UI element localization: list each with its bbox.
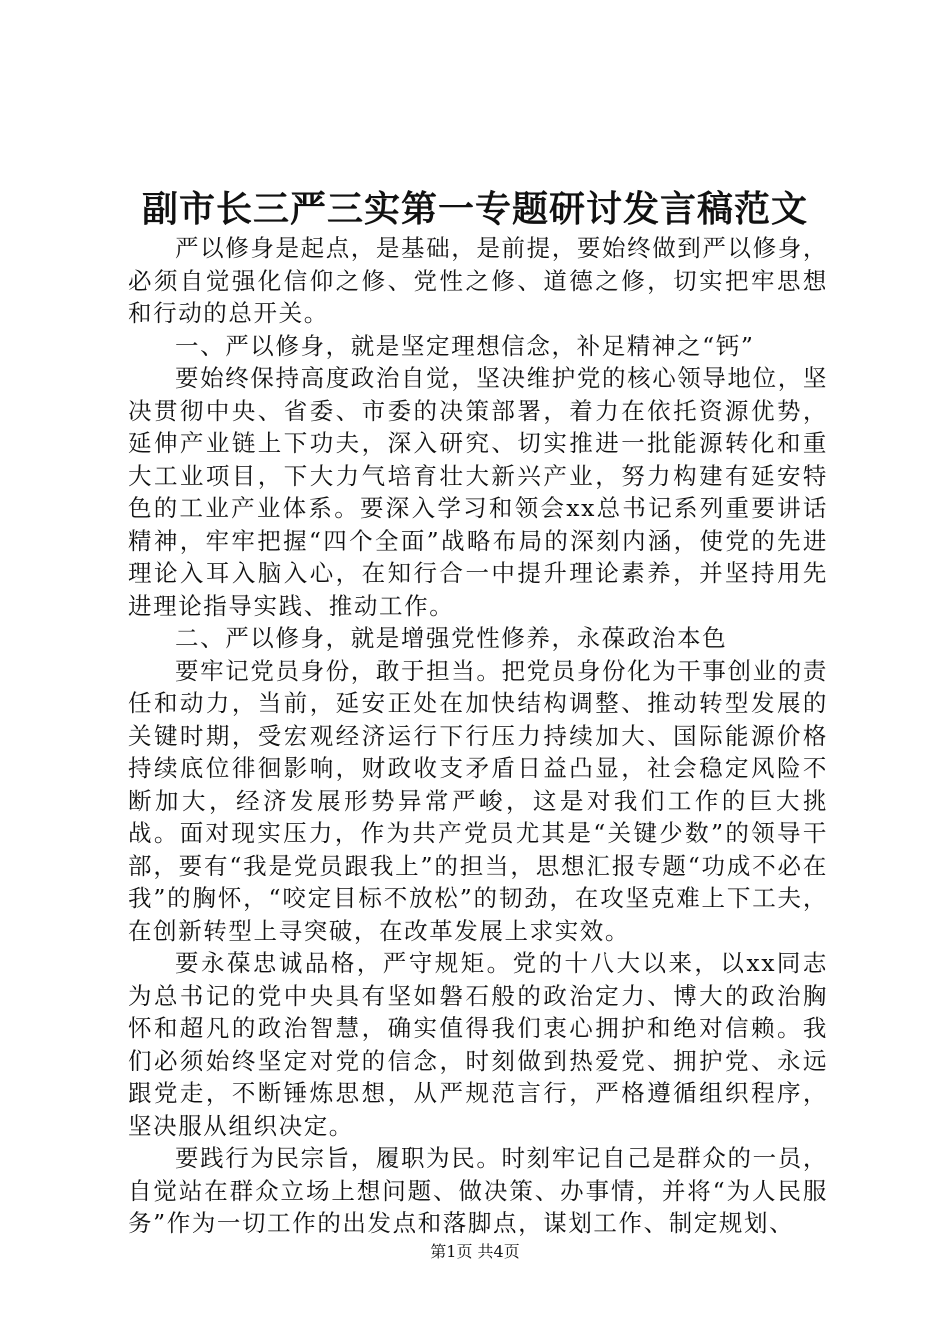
document-body xyxy=(128,232,828,1240)
document-title: 副市长三严三实第一专题研讨发言稿范文 xyxy=(141,188,808,230)
paragraph-loyalty: 要永葆忠诚品格，严守规矩。党的十八大以来，以xx同志为总书记的党中央具有坚如磐石般的政治定力、博大的政治胸怀和超凡的政治智慧，确实值得我们衷心拥护和绝对信赖。我们必须始终坚定对党的信念，时刻做到热爱党、拥护党、永远跟党走，不断锤炼思想，从严规范言行，严格遵循组织程序，坚决服从组织决定。 xyxy=(128,949,828,1140)
paragraph-section-1: 要始终保持高度政治自觉，坚决维护党的核心领导地位，坚决贯彻中央、省委、市委的决策部署，着力在依托资源优势，延伸产业链上下功夫，深入研究、切实推进一批能源转化和重大工业项目，下大力气培育壮大新兴产业，努力构建有延安特色的工业产业体系。要深入学习和领会xx总书记系列重要讲话精神，牢牢把握“四个全面”战略布局的深刻内涵，使党的先进理论入耳入脑入心，在知行合一中提升理论素养，并坚持用先进理论指导实践、推动工作。 xyxy=(128,364,828,620)
paragraph-party-identity: 要牢记党员身份，敢于担当。把党员身份化为干事创业的责任和动力，当前，延安正处在加快结构调整、推动转型发展的关键时期，受宏观经济运行下行压力持续加大、国际能源价格持续底位徘徊影响，财政收支矛盾日益凸显，社会稳定风险不断加大，经济发展形势异常严峻，这是对我们工作的巨大挑战。面对现实压力，作为共产党员尤其是“关键少数”的领导干部，要有“我是党员跟我上”的担当，思想汇报专题“功成不必在我”的胸怀，“咬定目标不放松”的韧劲，在攻坚克难上下工夫，在创新转型上寻突破，在改革发展上求实效。 xyxy=(128,656,828,945)
paragraph-serve-people: 要践行为民宗旨，履职为民。时刻牢记自己是群众的一员，自觉站在群众立场上想问题、做决策、办事情，并将“为人民服务”作为一切工作的出发点和落脚点，谋划工作、制定规划、 xyxy=(128,1144,828,1237)
section-heading-1: 一、严以修身，就是坚定理想信念，补足精神之“钙” xyxy=(175,331,755,360)
page-footer: 第1页 共4页 xyxy=(430,1242,520,1261)
paragraph-intro: 严以修身是起点，是基础，是前提，要始终做到严以修身，必须自觉强化信仰之修、党性之修、道德之修，切实把牢思想和行动的总开关。 xyxy=(128,234,828,327)
section-heading-2: 二、严以修身，就是增强党性修养，永葆政治本色 xyxy=(175,624,728,652)
